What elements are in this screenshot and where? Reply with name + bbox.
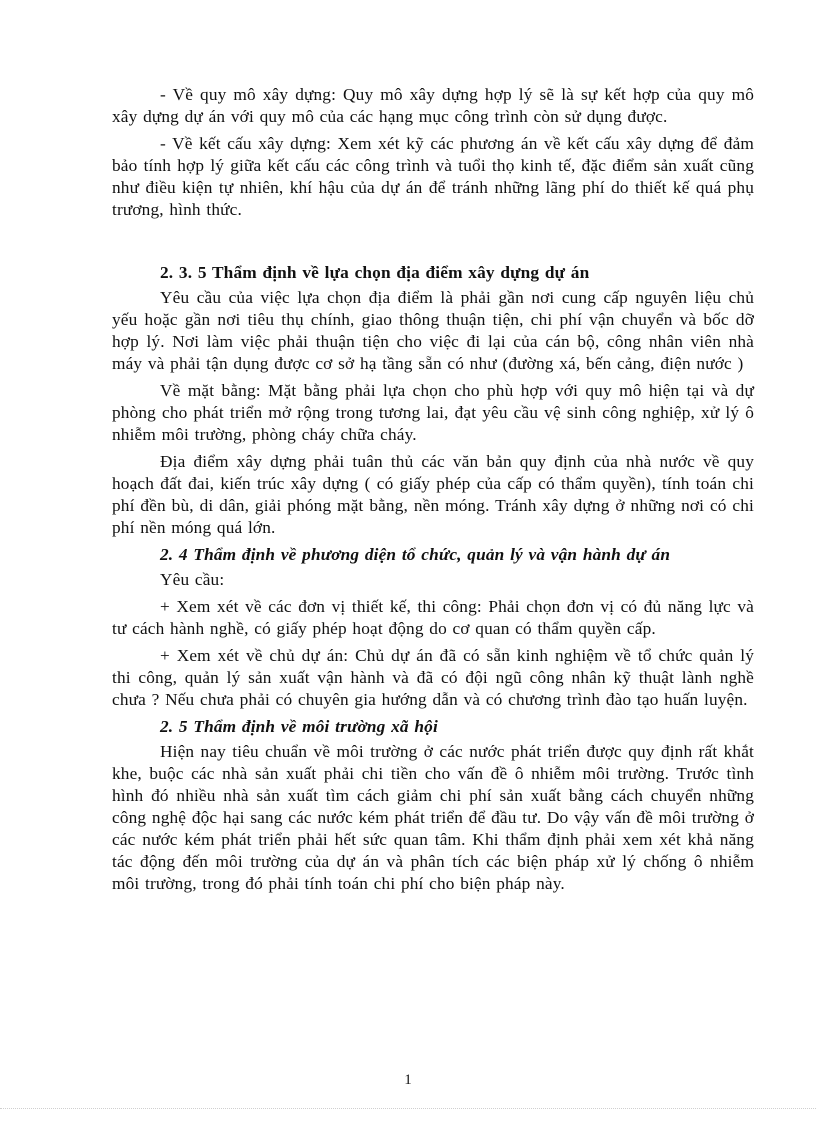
document-body (112, 84, 754, 900)
page-bottom-divider (0, 1108, 816, 1109)
section-heading-2-5: 2. 5 Thẩm định về môi trường xã hội (160, 717, 438, 736)
section-heading-2-4: 2. 4 Thẩm định về phương diện tổ chức, quản lý và vận hành dự án (160, 545, 671, 564)
paragraph-site-layout: Về mặt bằng: Mặt bằng phải lựa chọn cho phù hợp với quy mô hiện tại và dự phòng cho phát triển mở rộng trong tương lai, đạt yêu cầu vệ sinh công nghiệp, xử lý ô nhiễm môi trường, phòng cháy chữa cháy. (112, 381, 754, 444)
paragraph-project-owner: + Xem xét về chủ dự án: Chủ dự án đã có sẵn kinh nghiệm về tổ chức quản lý thi công, quản lý sản xuất vận hành và đã có đội ngũ công nhân kỹ thuật lành nghề chưa ? Nếu chưa phải có chuyên gia hướng dẫn và có chương trình đào tạo huấn luyện. (112, 646, 754, 709)
paragraph-location-requirements: Yêu cầu của việc lựa chọn địa điểm là phải gần nơi cung cấp nguyên liệu chủ yếu hoặc gần nơi tiêu thụ chính, giao thông thuận tiện, chi phí vận chuyển và bốc dỡ hợp lý. Nơi làm việc phải thuận tiện cho việc đi lại của cán bộ, công nhân viên nhà máy và phải tận dụng được cơ sở hạ tầng sẵn có như (đường xá, bến cảng, điện nước ) (112, 288, 754, 373)
section-spacer (112, 226, 754, 262)
section-heading-2-3-5: 2. 3. 5 Thẩm định về lựa chọn địa điểm xây dựng dự án (160, 263, 590, 282)
paragraph-scale: - Về quy mô xây dựng: Quy mô xây dựng hợp lý sẽ là sự kết hợp của quy mô xây dựng dự án với quy mô của các hạng mục công trình còn sử dụng được. (112, 85, 754, 126)
page-number: 1 (404, 1072, 412, 1088)
paragraph-regulations: Địa điểm xây dựng phải tuân thủ các văn bản quy định của nhà nước về quy hoạch đất đai, kiến trúc xây dựng ( có giấy phép của cấp có thẩm quyền), tính toán chi phí đền bù, di dân, giải phóng mặt bằng, nền móng. Tránh xây dựng ở những nơi có chi phí nền móng quá lớn. (112, 452, 754, 537)
paragraph-environment: Hiện nay tiêu chuẩn về môi trường ở các nước phát triển được quy định rất khắt khe, buộc các nhà sản xuất phải chi tiền cho vấn đề ô nhiễm môi trường. Trước tình hình đó nhiều nhà sản xuất tìm cách giảm chi phí sản xuất bằng cách chuyển những công nghệ độc hại sang các nước kém phát triển để đầu tư. Do vậy vấn đề môi trường ở các nước kém phát triển phải hết sức quan tâm. Khi thẩm định phải xem xét khả năng tác động đến môi trường của dự án và phân tích các biện pháp xử lý chống ô nhiễm môi trường, trong đó phải tính toán chi phí cho biện pháp này. (112, 742, 754, 893)
paragraph-structure: - Về kết cấu xây dựng: Xem xét kỹ các phương án về kết cấu xây dựng để đảm bảo tính hợp lý giữa kết cấu các công trình và tuổi thọ kinh tế, đặc điểm sản xuất cũng như điều kiện tự nhiên, khí hậu của dự án để tránh những lãng phí do thiết kế quá phụ trương, hình thức. (112, 134, 754, 219)
paragraph-design-units: + Xem xét về các đơn vị thiết kế, thi công: Phải chọn đơn vị có đủ năng lực và tư cách hành nghề, có giấy phép hoạt động do cơ quan có thẩm quyền cấp. (112, 597, 754, 638)
paragraph-requirements-label: Yêu cầu: (160, 570, 225, 589)
